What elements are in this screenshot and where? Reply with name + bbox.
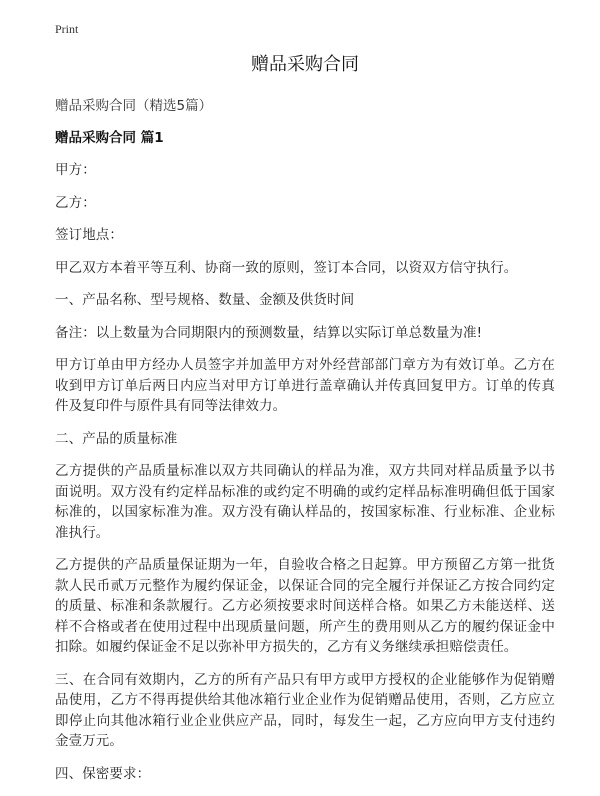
quality-standard-paragraph: 乙方提供的产品质量标准以双方共同确认的样品为准，双方共同对样品质量予以书面说明。双方没有约定样品标准的或约定不明确的或约定样品标准明确但低于国家标准的，以国家标准为准。双方没有确认样品的，按国家标准、行业标准、企业标准执行。 xyxy=(55,463,555,541)
clause-4-heading: 四、保密要求： xyxy=(55,765,151,782)
party-b-line: 乙方： xyxy=(55,194,96,211)
party-a-line: 甲方： xyxy=(55,162,96,178)
document-title: 赠品采购合同 xyxy=(251,54,359,75)
section-heading: 赠品采购合同 篇1 xyxy=(55,130,164,146)
document-body xyxy=(55,52,555,796)
preamble-paragraph: 甲乙双方本着平等互利、协商一致的原则，签订本合同，以资双方信守执行。 xyxy=(55,259,518,276)
signing-location-line: 签订地点： xyxy=(55,227,123,243)
warranty-paragraph: 乙方提供的产品质量保证期为一年，自验收合格之日起算。甲方预留乙方第一批货款人民币贰万元整作为履约保证金，以保证合同的完全履行并保证乙方按合同约定的质量、标准和条款履行。乙方必须按要求时间送样合格。如果乙方未能送样、送样不合格或者在使用过程中出现质量问题，所产生的费用则从乙方的履约保证金中扣除。如履约保证金不足以弥补甲方损失的，乙方有义务继续承担赔偿责任。 xyxy=(55,557,555,655)
remark-paragraph: 备注：以上数量为合同期限内的预测数量，结算以实际订单总数量为准! xyxy=(55,324,483,341)
document-subtitle: 赠品采购合同（精选5篇） xyxy=(55,98,213,114)
order-paragraph: 甲方订单由甲方经办人员签字并加盖甲方对外经营部部门章方为有效订单。乙方在收到甲方订单后两日内应当对甲方订单进行盖章确认并传真回复甲方。订单的传真件及复印件与原件具有同等法律效力。 xyxy=(55,357,555,414)
clause-3-paragraph: 三、在合同有效期内，乙方的所有产品只有甲方或甲方授权的企业能够作为促销赠品使用，乙方不得再提供给其他冰箱行业企业作为促销赠品使用，否则，乙方应立即停止向其他冰箱行业企业供应产品，同时，每发生一起，乙方应向甲方支付违约金壹万元。 xyxy=(55,671,555,749)
clause-2-heading: 二、产品的质量标准 xyxy=(55,430,178,447)
clause-1-heading: 一、产品名称、型号规格、数量、金额及供货时间 xyxy=(55,292,355,308)
print-label: Print xyxy=(55,22,79,36)
